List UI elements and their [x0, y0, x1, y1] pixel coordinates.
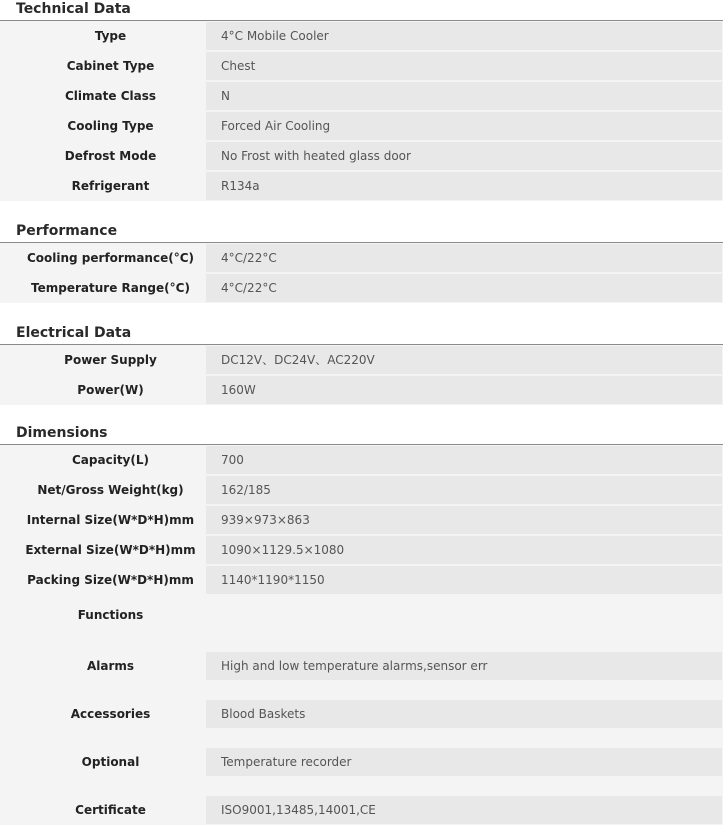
- spec-row-climate-class: [0, 82, 723, 110]
- spec-value-cell: [206, 700, 722, 728]
- spec-label: Alarms: [86, 659, 135, 673]
- spec-value: 4°C/22°C: [221, 281, 277, 295]
- spec-value: 4°C Mobile Cooler: [221, 29, 329, 43]
- spec-value: 160W: [221, 383, 256, 397]
- spec-row-cabinet-type: [0, 52, 723, 80]
- spec-label: Cabinet Type: [66, 59, 155, 73]
- functions-heading-row: [0, 601, 723, 629]
- spec-label: Type: [94, 29, 127, 43]
- spec-value-cell: [206, 142, 722, 170]
- spec-value: No Frost with heated glass door: [221, 149, 411, 163]
- spec-value: ISO9001,13485,14001,CE: [221, 803, 376, 817]
- spec-row-packing-size: [0, 566, 723, 594]
- spec-value-cell: [206, 376, 722, 404]
- spec-value: N: [221, 89, 230, 103]
- spec-row-power-supply: [0, 346, 723, 374]
- spec-value-cell: [206, 244, 722, 272]
- spec-row-optional: [0, 748, 723, 776]
- spec-value: 939×973×863: [221, 513, 310, 527]
- spec-row-capacity: [0, 446, 723, 474]
- section-title: Technical Data: [16, 1, 131, 17]
- spec-value-cell: [206, 748, 722, 776]
- spec-label: External Size(W*D*H)mm: [25, 543, 196, 557]
- spec-value-cell: [206, 796, 722, 824]
- spec-row-cooling-performance: [0, 244, 723, 272]
- section-header-dimensions: [0, 421, 723, 445]
- spec-value: 1090×1129.5×1080: [221, 543, 345, 557]
- spec-value: High and low temperature alarms,sensor err: [221, 659, 488, 673]
- spec-value: 162/185: [221, 483, 271, 497]
- spec-value-cell: [206, 172, 722, 200]
- section-header-electrical-data: [0, 321, 723, 345]
- spec-value-cell: [206, 536, 722, 564]
- functions-heading: Functions: [77, 608, 144, 622]
- spec-row-power: [0, 376, 723, 404]
- spec-row-accessories: [0, 700, 723, 728]
- spec-row-internal-size: [0, 506, 723, 534]
- spec-label: Capacity(L): [72, 453, 149, 467]
- spec-value: R134a: [221, 179, 260, 193]
- spec-value-cell: [206, 22, 722, 50]
- spec-value-cell: [206, 274, 722, 302]
- spec-value: 1140*1190*1150: [221, 573, 325, 587]
- spec-row-type: [0, 22, 723, 50]
- spec-label: Net/Gross Weight(kg): [37, 483, 184, 497]
- spec-label: Packing Size(W*D*H)mm: [27, 573, 194, 587]
- section-header-performance: [0, 219, 723, 243]
- spec-value: Chest: [221, 59, 256, 73]
- spec-row-alarms: [0, 652, 723, 680]
- spec-label: Refrigerant: [71, 179, 150, 193]
- spec-row-defrost-mode: [0, 142, 723, 170]
- spec-row-external-size: [0, 536, 723, 564]
- spec-label: Power(W): [77, 383, 144, 397]
- spec-row-refrigerant: [0, 172, 723, 200]
- spec-label: Power Supply: [64, 353, 157, 367]
- section-title: Dimensions: [16, 425, 108, 441]
- spec-row-cooling-type: [0, 112, 723, 140]
- section-title: Performance: [16, 223, 118, 239]
- spec-label: Temperature Range(°C): [31, 281, 190, 295]
- spec-value-cell: [206, 506, 722, 534]
- spec-label: Cooling performance(°C): [26, 251, 195, 265]
- spec-value: Blood Baskets: [221, 707, 306, 721]
- spec-value-cell: [206, 346, 722, 374]
- spec-label: Defrost Mode: [64, 149, 157, 163]
- section-title: Electrical Data: [16, 325, 132, 341]
- spec-label: Climate Class: [65, 89, 156, 103]
- spec-value: DC12V、DC24V、AC220V: [221, 353, 375, 367]
- spec-label: Optional: [81, 755, 140, 769]
- spec-label: Internal Size(W*D*H)mm: [26, 513, 195, 527]
- spec-value: 700: [221, 453, 244, 467]
- spec-value-cell: [206, 446, 722, 474]
- spec-row-temperature-range: [0, 274, 723, 302]
- spec-row-certificate: [0, 796, 723, 824]
- spec-value-cell: [206, 112, 722, 140]
- spec-value: 4°C/22°C: [221, 251, 277, 265]
- spec-value: Forced Air Cooling: [221, 119, 331, 133]
- spec-value: Temperature recorder: [221, 755, 352, 769]
- spec-value-cell: [206, 52, 722, 80]
- spec-value-cell: [206, 476, 722, 504]
- spec-value-cell: [206, 566, 722, 594]
- spec-value-cell: [206, 652, 722, 680]
- spec-label: Cooling Type: [67, 119, 154, 133]
- spec-value-cell: [206, 82, 722, 110]
- spec-label: Certificate: [75, 803, 146, 817]
- spec-label: Accessories: [70, 707, 151, 721]
- section-header-technical-data: [0, 0, 723, 21]
- spec-row-net-gross-weight: [0, 476, 723, 504]
